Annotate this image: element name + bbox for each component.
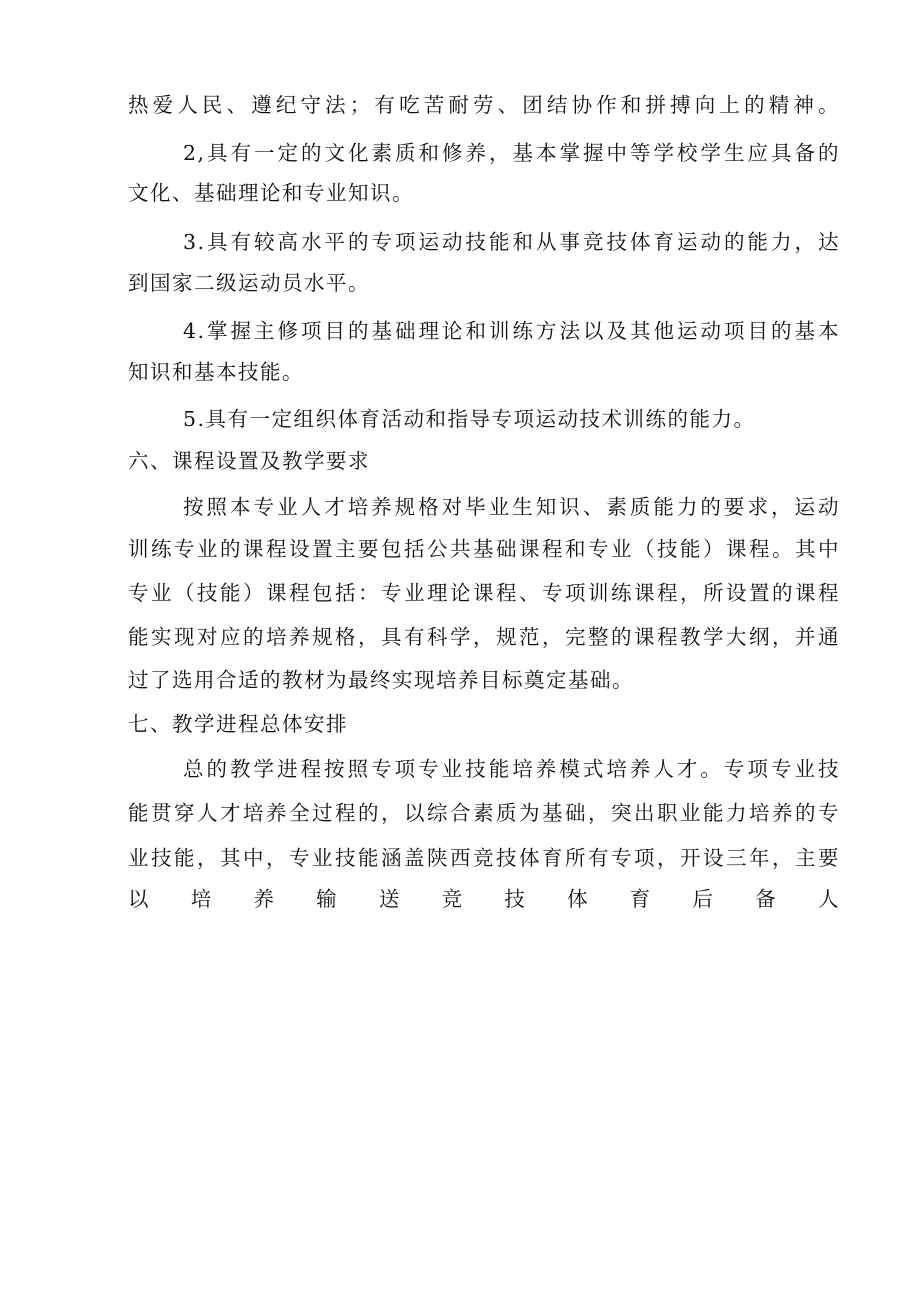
- list-item-3-line-1: 3.具有较高水平的专项运动技能和从事竞技体育运动的能力，达: [183, 230, 840, 254]
- section-6-paragraph-line: 过了选用合适的教材为最终实现培养目标奠定基础。: [128, 668, 634, 692]
- section-heading-6: 六、课程设置及教学要求: [128, 449, 370, 473]
- list-item-4-line-1: 4.掌握主修项目的基础理论和训练方法以及其他运动项目的基本: [183, 319, 840, 343]
- list-item-3-line-2: 到国家二级运动员水平。: [128, 271, 370, 295]
- section-6-paragraph-line: 训练专业的课程设置主要包括公共基础课程和专业（技能）课程。其中: [128, 537, 840, 561]
- section-7-paragraph-line: 总的教学进程按照专项专业技能培养模式培养人才。专项专业技: [183, 757, 840, 781]
- list-item-2-line-1: 2,具有一定的文化素质和修养，基本掌握中等学校学生应具备的: [183, 141, 840, 165]
- section-7-paragraph-line: 业技能，其中，专业技能涵盖陕西竞技体育所有专项，开设三年，主要: [128, 846, 840, 870]
- list-item-2-line-2: 文化、基础理论和专业知识。: [128, 181, 414, 205]
- section-6-paragraph-line: 能实现对应的培养规格，具有科学，规范，完整的课程教学大纲，并通: [128, 625, 840, 649]
- paragraph-line: 热爱人民、遵纪守法；有吃苦耐劳、团结协作和拼搏向上的精神。: [128, 93, 840, 117]
- section-7-paragraph-line: 能贯穿人才培养全过程的，以综合素质为基础，突出职业能力培养的专: [128, 801, 840, 825]
- section-heading-7: 七、教学进程总体安排: [128, 712, 348, 736]
- list-item-5: 5.具有一定组织体育活动和指导专项运动技术训练的能力。: [183, 407, 756, 431]
- section-6-paragraph-line: 专业（技能）课程包括：专业理论课程、专项训练课程，所设置的课程: [128, 581, 840, 605]
- section-6-paragraph-line: 按照本专业人才培养规格对毕业生知识、素质能力的要求，运动: [183, 495, 840, 519]
- section-7-paragraph-line: 以 培 养 输 送 竞 技 体 育 后 备 人: [128, 887, 840, 911]
- list-item-4-line-2: 知识和基本技能。: [128, 360, 304, 384]
